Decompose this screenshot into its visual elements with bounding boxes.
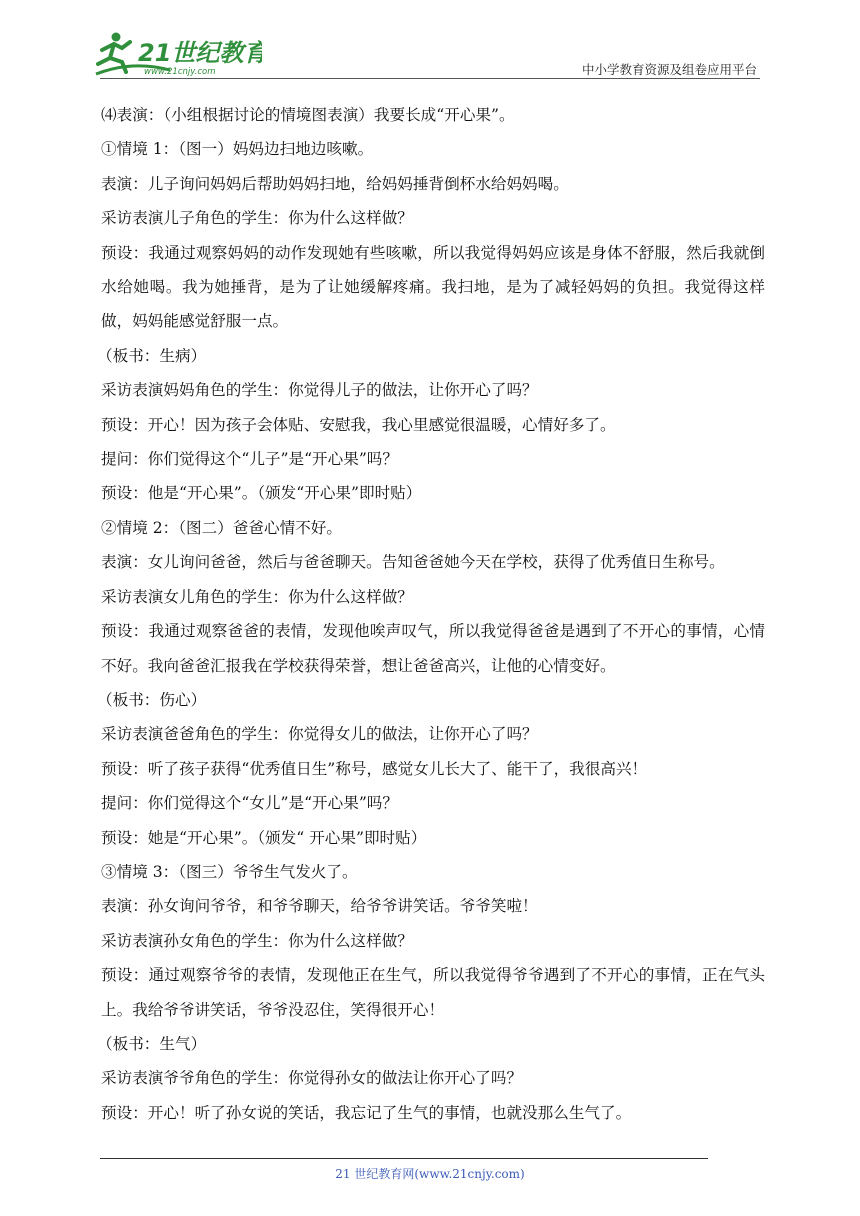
paragraph: 预设：开心！听了孙女说的笑话，我忘记了生气的事情，也就没那么生气了。 [101,1103,632,1122]
header-divider [100,78,760,79]
footer-divider [100,1158,708,1159]
paragraph: （板书：伤心） [97,690,207,709]
paragraph: ①情境 1：（图一）妈妈边扫地边咳嗽。 [101,140,374,159]
paragraph: 预设：我通过观察爸爸的表情，发现他唉声叹气，所以我觉得爸爸是遇到了不开心的事情，心情不好。我向爸爸汇报我在学校获得荣誉，想让爸爸高兴，让他的心情变好。 [101,622,765,675]
paragraph: 预设：听了孩子获得“优秀值日生”称号，感觉女儿长大了、能干了，我很高兴！ [101,759,648,778]
document-body [97,98,765,1130]
logo-text: 21世纪教育 [138,39,262,67]
paragraph: 采访表演孙女角色的学生：你为什么这样做？ [101,931,413,950]
paragraph: 预设：他是“开心果”。（颁发“开心果”即时贴） [101,484,422,503]
paragraph: 表演：儿子询问妈妈后帮助妈妈扫地，给妈妈捶背倒杯水给妈妈喝。 [101,174,569,193]
paragraph: 采访表演儿子角色的学生：你为什么这样做？ [101,209,413,228]
paragraph: 表演：女儿询问爸爸，然后与爸爸聊天。告知爸爸她今天在学校，获得了优秀值日生称号。 [101,553,725,572]
paragraph: 预设：我通过观察妈妈的动作发现她有些咳嗽，所以我觉得妈妈应该是身体不舒服，然后我就倒水给她喝。我为她捶背，是为了让她缓解疼痛。我扫地，是为了减轻妈妈的负担。我觉得这样做，妈妈能感觉舒服一点。 [101,243,765,331]
paragraph: 预设：开心！因为孩子会体贴、安慰我，我心里感觉很温暖，心情好多了。 [101,415,616,434]
page-header [0,0,860,80]
paragraph: 表演：孙女询问爷爷，和爷爷聊天，给爷爷讲笑话。爷爷笑啦！ [101,897,538,916]
logo-runner-icon [92,30,262,80]
paragraph: （板书：生气） [97,1034,207,1053]
site-logo[interactable] [92,30,262,80]
paragraph: ③情境 3：（图三）爷爷生气发火了。 [101,862,358,881]
paragraph: 采访表演爸爸角色的学生：你觉得女儿的做法，让你开心了吗？ [101,725,538,744]
paragraph: （板书：生病） [97,346,207,365]
footer-link[interactable]: 21 世纪教育网(www.21cnjy.com) [335,1167,525,1181]
paragraph: ②情境 2：（图二）爸爸心情不好。 [101,518,342,537]
paragraph: 采访表演女儿角色的学生：你为什么这样做？ [101,587,413,606]
paragraph: ⑷表演：（小组根据讨论的情境图表演）我要长成“开心果”。 [101,106,515,124]
paragraph: 提问：你们觉得这个“女儿”是“开心果”吗？ [101,794,398,813]
paragraph: 采访表演爷爷角色的学生：你觉得孙女的做法让你开心了吗？ [101,1069,523,1088]
logo-url: www.21cnjy.com [144,67,216,77]
paragraph: 采访表演妈妈角色的学生：你觉得儿子的做法，让你开心了吗？ [101,381,538,400]
paragraph: 预设：她是“开心果”。（颁发“ 开心果”即时贴） [101,828,427,847]
platform-name: 中小学教育资源及组卷应用平台 [581,62,757,77]
paragraph: 预设：通过观察爷爷的表情，发现他正在生气，所以我觉得爷爷遇到了不开心的事情，正在气头上。我给爷爷讲笑话，爷爷没忍住，笑得很开心！ [101,966,765,1019]
paragraph: 提问：你们觉得这个“儿子”是“开心果”吗？ [101,450,398,469]
